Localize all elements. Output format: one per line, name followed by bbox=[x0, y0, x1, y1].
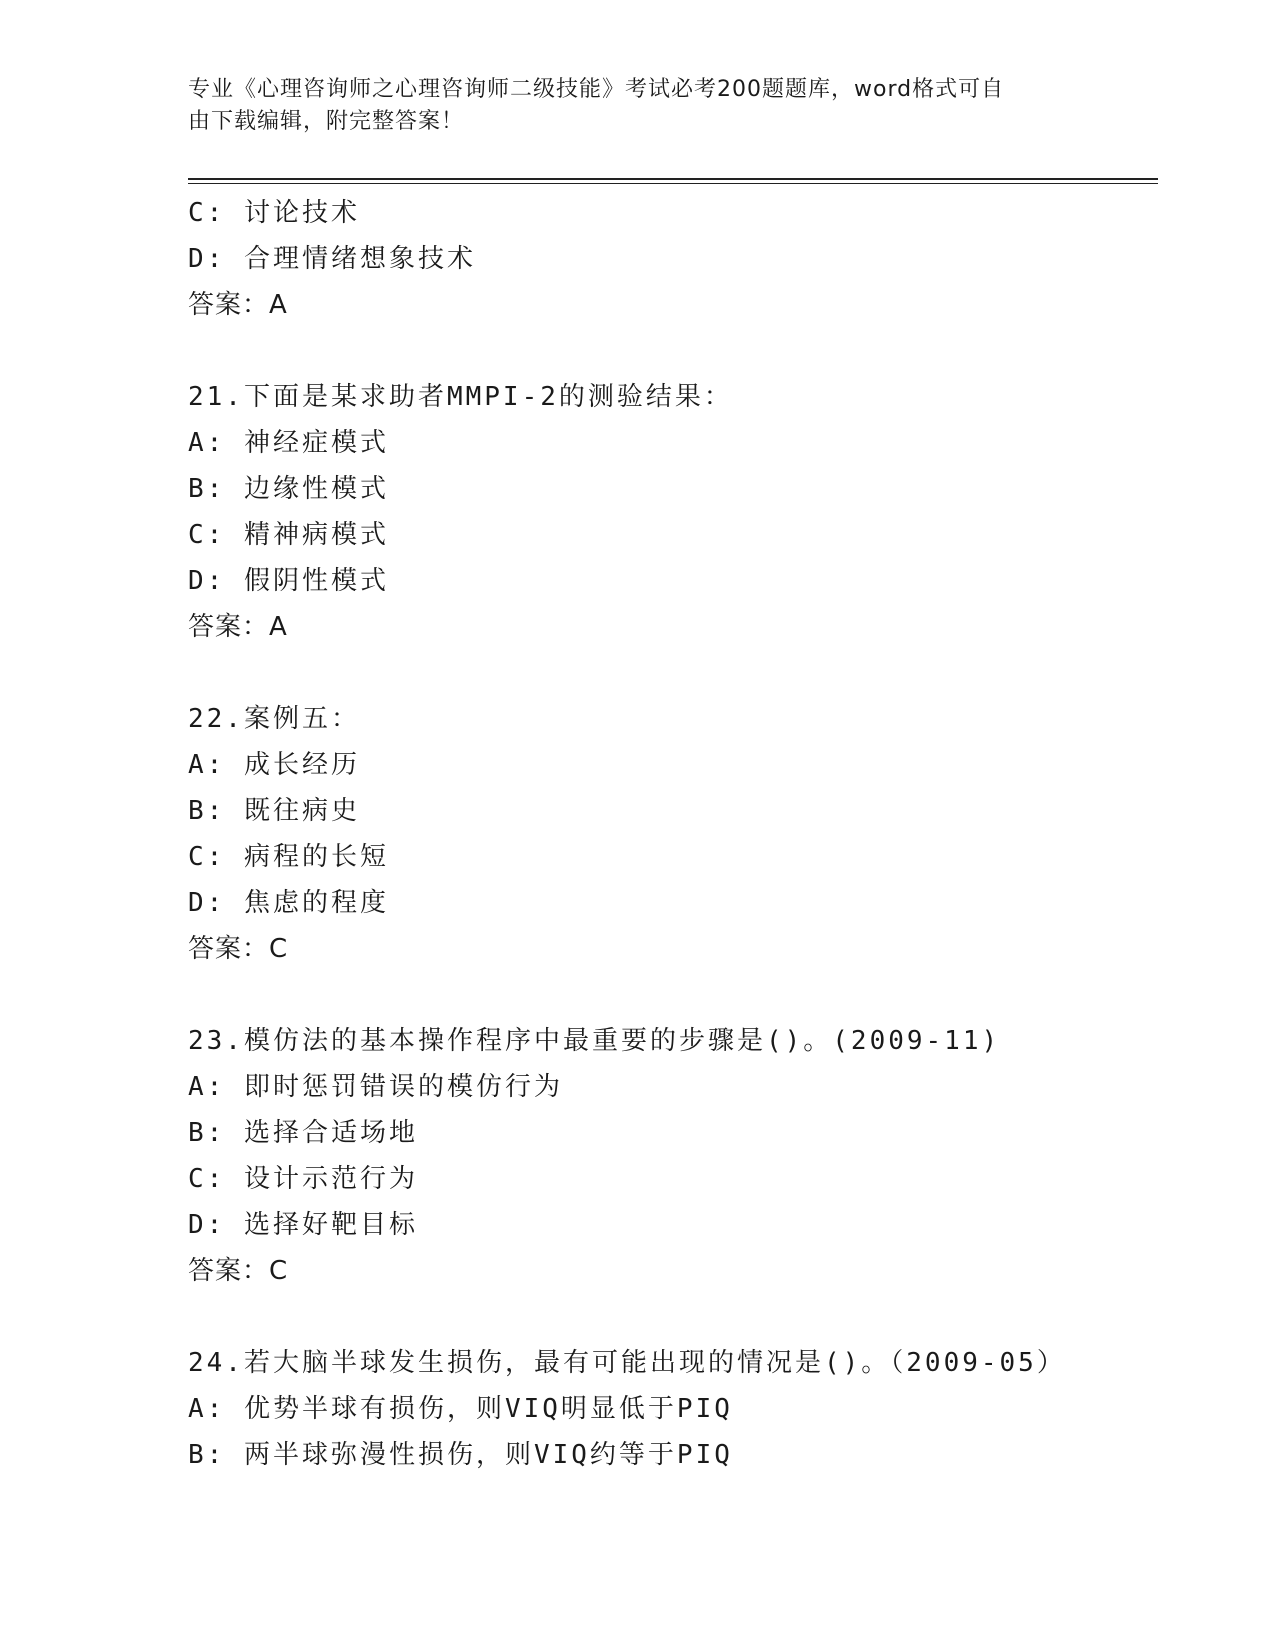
question-line: 21.下面是某求助者MMPI-2的测验结果： bbox=[188, 382, 733, 412]
option-line: C: 讨论技术 bbox=[188, 198, 360, 228]
answer-line: 答案：C bbox=[188, 1256, 289, 1286]
question-line: 23.模仿法的基本操作程序中最重要的步骤是()。(2009-11) bbox=[188, 1026, 1001, 1056]
option-line: D: 选择好靶目标 bbox=[188, 1210, 418, 1240]
option-line: D: 合理情绪想象技术 bbox=[188, 244, 476, 274]
option-line: B: 两半球弥漫性损伤，则VIQ约等于PIQ bbox=[188, 1440, 733, 1470]
option-line: C: 精神病模式 bbox=[188, 520, 389, 550]
header-rule-thick bbox=[188, 178, 1158, 180]
option-line: B: 边缘性模式 bbox=[188, 474, 389, 504]
header-line-1: 专业《心理咨询师之心理咨询师二级技能》考试必考200题题库，word格式可自 bbox=[188, 77, 1005, 102]
header-rule-thin bbox=[188, 183, 1158, 184]
option-line: A: 神经症模式 bbox=[188, 428, 389, 458]
option-line: D: 焦虑的程度 bbox=[188, 888, 389, 918]
option-line: A: 优势半球有损伤，则VIQ明显低于PIQ bbox=[188, 1394, 733, 1424]
option-line: B: 既往病史 bbox=[188, 796, 360, 826]
document-header bbox=[188, 74, 1088, 138]
answer-line: 答案：A bbox=[188, 290, 288, 320]
answer-line: 答案：A bbox=[188, 612, 288, 642]
option-line: A: 成长经历 bbox=[188, 750, 360, 780]
question-line: 24.若大脑半球发生损伤，最有可能出现的情况是()。（2009-05） bbox=[188, 1348, 1066, 1378]
option-line: D: 假阴性模式 bbox=[188, 566, 389, 596]
option-line: B: 选择合适场地 bbox=[188, 1118, 418, 1148]
option-line: A: 即时惩罚错误的模仿行为 bbox=[188, 1072, 563, 1102]
option-line: C: 设计示范行为 bbox=[188, 1164, 418, 1194]
question-list bbox=[188, 190, 1188, 1478]
question-line: 22.案例五： bbox=[188, 704, 360, 734]
answer-line: 答案：C bbox=[188, 934, 289, 964]
header-line-2: 由下载编辑，附完整答案！ bbox=[188, 109, 465, 134]
option-line: C: 病程的长短 bbox=[188, 842, 389, 872]
